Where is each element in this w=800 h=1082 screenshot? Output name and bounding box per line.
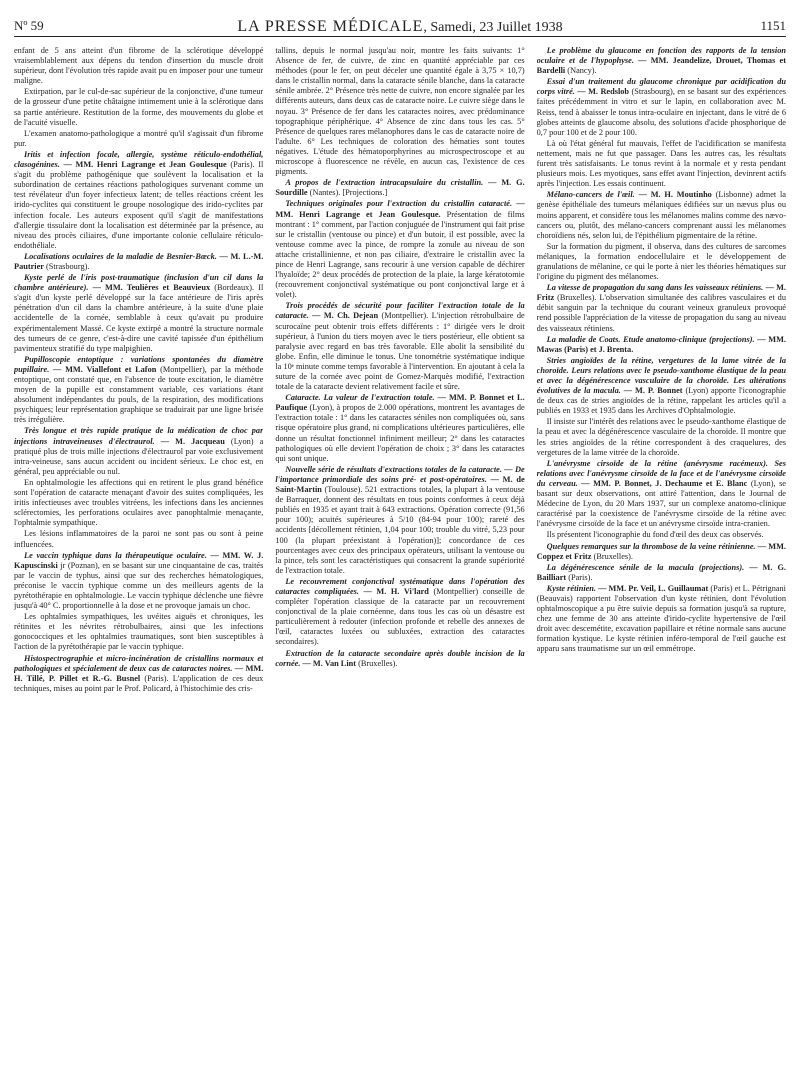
- abstract-title: Kyste perlé de l'iris post-traumatique (inclusion d'un cil dans la chambre antérieure).: [14, 273, 264, 293]
- abstract-body: (Lyon), se basant sur deux observations, ont attiré l'attention, dans le Journal de Médecine de Lyon, du 20 Mars 1937, sur un complexe anatomo-clinique caractérisé par la coexistence de l'anévrysme cirsoïde de la rétine avec l'anévrysme cirsoïde de la face et un anévrysme cirsoïde intra-cranien.: [536, 478, 786, 529]
- abstract-authors: — MM. Mawas (Paris) et J. Brenta.: [536, 334, 786, 354]
- paragraph: En ophtalmologie les affections qui en retirent le plus grand bénéfice sont l'opération de cataracte menaçant d'avoir des suites compliquées, les iritis infectieuses avec troubles vitréens, les infections dans les anciennes sclérectomies, les perforations oculaires avec panophtalmie menaçante, l'ophtalmie sympathique.: [14, 477, 264, 528]
- abstract-body: (Lyon) a pratiqué plus de trois mille injections d'électraurol par voie exclusivement intra-veineuse, sans aucun accident ou incident sérieux. Le choc est, en général, peu appréciable ou nul.: [14, 436, 264, 476]
- abstract-entry: [537, 542, 786, 562]
- abstract-body: (Paris).: [566, 572, 593, 582]
- abstract-title: Cataracte. La valeur de l'extraction totale.: [285, 393, 435, 403]
- abstract-entry: [14, 355, 263, 426]
- abstract-title: Le vaccin typhique dans la thérapeutique oculaire.: [24, 550, 207, 560]
- abstract-body: (Nancy).: [565, 66, 597, 76]
- abstract-authors: — M. Van Lint: [300, 658, 357, 668]
- abstract-authors: — MM. Jeandelize, Drouet, Thomas et Bardelli: [536, 56, 786, 76]
- abstract-title: Techniques originales pour l'extraction du cristallin cataracté.: [285, 199, 513, 209]
- column-2: [275, 46, 524, 1076]
- abstract-title: Localisations oculaires de la maladie de Besnier-Bœck.: [24, 251, 217, 261]
- abstract-title: Iritis et infection focale, allergie, système réticulo-endothélial, clasogénines.: [14, 149, 264, 170]
- abstract-body: (Strasbourg).: [43, 261, 90, 271]
- abstract-title: L'anévrysme cirsoïde de la rétine (anévrysme racémeux). Ses relations avec l'anévrysme cirsoïde de la face et de l'anévrysme cirsoïde du cerveau.: [536, 458, 786, 488]
- abstract-entry: [14, 252, 263, 272]
- abstract-authors: — MM. W. J. Kapuscinski: [14, 550, 264, 570]
- abstract-entry: [275, 301, 524, 392]
- abstract-authors: — MM. P. Bonnet, J. Dechaume et E. Blanc: [577, 478, 748, 488]
- header-rule: [14, 36, 786, 37]
- abstract-body: (Nantes). [Projections.]: [307, 188, 388, 198]
- abstract-authors: — M. P. Bonnet: [620, 386, 683, 396]
- abstract-title: La dégénérescence sénile de la macula (projections).: [546, 562, 745, 572]
- abstract-authors: — M. Fritz: [536, 283, 786, 303]
- paragraph: Sur la formation du pigment, il observa, dans des cultures de sarcomes mélaniques, la formation endocellulaire et le développement de granulations de mélanine, ce qui le porte à nier les théories hématiques sur l'origine du pigment des mélanomes.: [536, 241, 786, 282]
- abstract-body: (Paris). L'application de ces deux techniques, mises au point par le Prof. Policard, à l'histochimie des cris-: [14, 673, 264, 693]
- abstract-entry: [275, 577, 524, 648]
- paragraph: Il insiste sur l'intérêt des relations avec le pseudo-xanthome élastique de la peau et avec la dégénérescence vasculaire de la choroïde. Il montre que les stries angioïdes de la rétine correspondent à des craquelures, des vergetures de la lame vitrée de la choroïde.: [536, 417, 786, 457]
- abstract-entry: [537, 77, 786, 138]
- abstract-authors: — M. de Saint-Martin: [275, 474, 525, 495]
- abstract-entry: [275, 199, 524, 300]
- abstract-entry: [537, 283, 786, 333]
- abstract-title: Trois procédés de sécurité pour faciliter l'extraction totale de la cataracte.: [275, 301, 525, 321]
- abstract-title: Mélano-cancers de l'œil.: [546, 190, 635, 200]
- abstract-title: Stries angioïdes de la rétine, vergetures de la lame vitrée de la choroïde. Leurs relations avec le pseudo-xanthome élastique de la peau et avec la dégénérescence vasculaire de la choroïde. Les altérations évolutives de la macula.: [536, 355, 786, 396]
- journal-title: LA PRESSE MÉDICALE: [237, 18, 424, 35]
- column-1: [14, 46, 263, 1076]
- abstract-authors: — MM. P. Bonnet et L. Paufique: [275, 393, 525, 413]
- abstract-body: (Lyon), à propos de 2.000 opérations, montrent les avantages de l'extraction totale : 1° dans les cataractes séniles non compliquées où, sans risque opératoire plus grand, ni complications ultérieures particulières, elle donne un résultat fonctionnel infiniment meilleur; 2° dans les cataractes pathologiques où elle devient l'opération de choix ; 3° dans les cataractes qui sont unique.: [275, 403, 525, 463]
- abstract-entry: [537, 190, 786, 240]
- abstract-title: Essai d'un traitement du glaucome chronique par acidification du corps vitré.: [536, 77, 786, 97]
- abstract-body: (Paris). Il s'agit du problème pathogénique que soulèvent la localisation et la subordination de certaines réactions pathologiques survenant comme un test révélateur d'un foyer infectieux latent; de telles réactions créent les irido-cyclites qui constituent le groupe nosologique des irido-cyclites par infection focale. Les auteurs exposent qu'il s'agit de manifestations d'allergie tissulaire dont la localisation est déterminée par la présence, au niveau des procès ciliaires, d'une importante colonie cellulaire réticulo-endothéliale.: [14, 160, 264, 250]
- abstract-authors: — M. Ch. Dejean: [308, 311, 379, 321]
- paragraph: Ils présentent l'iconographie du fond d'œil des deux cas observés.: [546, 530, 764, 540]
- abstract-entry: [14, 654, 263, 694]
- paragraph: Extirpation, par le cul-de-sac supérieur de la conjonctive, d'une tumeur de la grosseur d'une petite châtaigne intimement unie à la sclérotique dans sa partie antérieure. Restitution de la forme, des mouvements du globe et de l'acuité visuelle.: [14, 87, 264, 127]
- abstract-authors: — M. L.-M. Pautrier: [14, 251, 264, 271]
- abstract-body: (Bordeaux). Il s'agit d'un kyste perlé développé sur la face antérieure de l'iris après pénétration d'un cil dans la chambre antérieure, à la suite d'une plaie accidentelle de la cornée, semblable à ceux qu'avait pu produire expérimentalement Massé. Ce kyste extirpé a montré la structure normale des tumeurs de ce genre, c'est-à-dire une cavité tapissée d'un épithélium pavimenteux stratifié du type malpighien.: [14, 283, 264, 353]
- abstract-entry: [537, 335, 786, 355]
- abstract-body: (Toulouse). 521 extractions totales, la plupart à la ventouse de Barraquer, donnent des résultats en tous points conformes à ceux déjà publiés en 1935 et ayant trait à 643 extractions. Opération correcte (91,56 pour 100); acuités supérieures à 5/10 (84-94 pour 100); rareté des accidents [décollement rétinien, 1,04 pour 100; trouble du vitré, 5,23 pour 100 (la plupart préexistant à l'opération)]; concordance de ces pourcentages avec ceux des principaux opérateurs, utilisant la ventouse ou la pince, tels sont les caractéristiques qui consacrent la grande supériorité de l'extraction totale.: [275, 485, 525, 575]
- abstract-body: jr (Poznan), en se basant sur une cinquantaine de cas, traités par le vaccin de typhus, ainsi que sur des recherches hématologiques, préconise le vaccin typhique comme un des meilleurs agents de la pyrétothérapie en ophtalmologie. Le vaccin typhique déclenche une fièvre jusqu'à 40° C. proportionnelle à la dose et ne provoque jamais un choc.: [14, 560, 264, 611]
- abstract-authors: — MM. Pr. Veil, L. Guillaumat: [596, 583, 709, 593]
- abstract-authors: — MM. H. Tillé, P. Pillet et R.-G. Busnel: [14, 663, 264, 683]
- abstract-title: A propos de l'extraction intracapsulaire du cristallin.: [285, 178, 484, 188]
- abstract-authors: — M. H. Moutinho: [634, 190, 712, 200]
- issue-number: Nº 59: [14, 18, 44, 33]
- abstract-entry: [275, 649, 524, 669]
- abstract-body: (Bruxelles).: [356, 658, 398, 668]
- abstract-entry: [537, 356, 786, 417]
- abstract-entry: [275, 393, 524, 464]
- paragraph: Les lésions inflammatoires de la paroi ne sont pas ou sont à peine influencées.: [14, 529, 264, 549]
- abstract-authors: — M. G. Bailliart: [536, 562, 786, 582]
- abstract-entry: [275, 178, 524, 198]
- abstract-title: Nouvelle série de résultats d'extractions totales de la cataracte. — De l'importance primordiale des soins pré- et post-opératoires.: [275, 464, 525, 484]
- abstract-authors: — MM. Coppez et Fritz: [536, 541, 786, 561]
- abstract-body: (Strasbourg), en se basant sur des expériences faites précédemment in vitro et sur le lapin, en collaboration avec M. Reiss, tend à abaisser le tonus intra-oculaire en injectant, dans le vitré de 6 globes atteints de glaucome absolu, des solutions d'acide phosphorique de 0,7 pour 100 et de 2 pour 100.: [536, 87, 786, 137]
- abstract-entry: [14, 150, 263, 251]
- paragraph: Là où l'état général fut mauvais, l'effet de l'acidification se manifesta nettement, mais ne fut que passager. Dans les autres cas, les résultats furent très satisfaisants. Le tonus revint à la normale et y resta pendant plusieurs mois. Les myotiques, sans effet avant l'injection, devinrent actifs après l'injection. Les essais continuent.: [536, 138, 786, 189]
- abstract-body: (Montpellier), par la méthode entoptique, ont constaté que, en l'absence de toute excitation, le diamètre moyen de la pupille est constamment variable, ces variations étant absolument indépendantes du pouls, de la respiration, des modifications psychiques; leur représentation graphique se traduirait par une ligne brisée très irrégulière.: [14, 364, 264, 425]
- abstract-title: La vitesse de propagation du sang dans les vaisseaux rétiniens.: [546, 283, 764, 293]
- masthead: [14, 18, 786, 36]
- abstract-title: Quelques remarques sur la thrombose de la veine rétinienne.: [546, 541, 756, 551]
- abstract-body: (Montpellier). L'injection rétrobulbaire de scurocaïne peut obtenir trois effets différents : 1° dirigée vers le droit supérieur, à l'union du tiers moyen avec le tiers postérieur, elle obtient sa paralysie avec regard en bas très favorable. Elle abolit la sensibilité du globe. Enfin, elle diminue le tonus. Une tonométrie systématique indique la 10ᵉ minute comme temps favorable à l'intervention. En ajoutant à cela la suture de la cornée avec point de Gomez-Marquès modifié, l'extraction totale de la cataracte devient relativement facile et sûre.: [275, 311, 525, 392]
- article-columns: [14, 46, 786, 1076]
- abstract-entry: [537, 563, 786, 583]
- abstract-entry: [275, 465, 524, 576]
- paragraph: L'examen anatomo-pathologique a montré qu'il s'agissait d'un fibrome pur.: [14, 128, 264, 148]
- abstract-authors: — M. G. Sourdille: [275, 178, 525, 198]
- abstract-title: Extraction de la cataracte secondaire après double incision de la cornée.: [275, 648, 525, 668]
- abstract-authors: — M. Jacqueau: [154, 436, 225, 446]
- paragraph: tallins, depuis le normal jusqu'au noir, montre les faits suivants: 1° Absence de fer, de cuivre, de zinc en quantité appréciable par ces méthodes (pour le fer, on peut déceler une quantité égale à 3,75 × 10,7) dans le cristallin normal, dans la cataracte sénile blanche, dans la cataracte sénile ambrée. 2° Présence très nette de cuivre, non encore signalée par les différents auteurs, dans deux cas de cataracte noire. Le cuivre siège dans le noyau. 3° Présence de fer dans les cataractes noires, avec prédominance topographique périphérique. 4° Absence de zinc dans tous les cas. 5° Présence de quelques rares mélanophores dans le cas de cataracte noire de l'adulte. 6° Les techniques de coloration des hématies sont toutes négatives. L'étude des hématoporphyrines au microspectroscope et au microscope à fluorescence ne révèle, en aucun cas, l'existence de ces pigments.: [275, 46, 525, 177]
- abstract-body: (Lyon) apporte l'iconographie de deux cas de stries angioïdes de la rétine, rappelant les articles qu'il a publiés en 1933 et 1935 dans les Archives d'Ophtalmologie.: [536, 386, 786, 416]
- abstract-authors: — MM. Teulières et Beauvieux: [88, 283, 211, 293]
- abstract-title: Le recouvrement conjonctival systématique dans l'opération des cataractes compliquées.: [275, 576, 525, 596]
- abstract-authors: — MM. Viallefont et Lafon: [49, 364, 157, 374]
- paragraph: Les ophtalmies sympathiques, les uvéites aiguës et chroniques, les rétinites et les névrites rétrobulbaires, ainsi que les infections gonococciques et les ophtalmies traumatiques, sont bien susceptibles à l'action de la pyrétothérapie par le vaccin typhique.: [14, 612, 264, 652]
- issue-date: , Samedi, 23 Juillet 1938: [423, 20, 563, 35]
- abstract-title: Histospectrographie et micro-incinération de cristallins normaux et pathologiques et spécialement de deux cas de cataractes noires.: [14, 653, 264, 673]
- abstract-authors: — MM. Henri Lagrange et Jean Goulesque.: [275, 199, 525, 219]
- abstract-authors: — M. H. Vi'lard: [358, 586, 429, 596]
- abstract-body: (Bruxelles). L'observation simultanée des calibres vasculaires et du débit sanguin par la technique du courant veineux granuleux provoqué rend possible l'appréciation de la vitesse de propagation du sang au niveau des vaisseaux rétiniens.: [536, 293, 786, 333]
- abstract-entry: [537, 459, 786, 530]
- abstract-authors: — MM. Henri Lagrange et Jean Goulesque: [59, 160, 227, 170]
- abstract-entry: [14, 273, 263, 354]
- abstract-entry: [537, 584, 786, 655]
- abstract-authors: — M. Redslob: [574, 87, 630, 97]
- abstract-title: La maladie de Coats. Etude anatomo-clinique (projections).: [546, 334, 755, 344]
- paragraph: enfant de 5 ans atteint d'un fibrome de la sclérotique développé vraisemblablement aux dépens du tendon d'insertion du muscle droit supérieur, dont l'évolution très rapide avait pu en imposer pour une tumeur maligne.: [14, 46, 264, 86]
- abstract-body: (Montpellier) conseille de compléter l'opération classique de la cataracte par un recouvrement conjonctival de la plaie cornéenne, dans tous les cas où un désastre est particulièrement à redouter (infection profonde et rebelle des annexes de l'œil, cataractes luxées ou subluxées, extraction des cataractes secondaires).: [275, 586, 525, 647]
- abstract-entry: [537, 46, 786, 76]
- abstract-body: (Bruxelles).: [591, 551, 633, 561]
- abstract-title: Très longue et très rapide pratique de la médication de choc par injections intraveineuses d'électraurol.: [14, 426, 264, 446]
- abstract-body: (Paris) et L. Pétrignani (Beauvais) rapportent l'observation d'un kyste rétinien, dont l'évolution ophtalmoscopique a pu être suivie depuis sa formation jusqu'à sa rupture, chez une femme de 30 ans atteinte d'irido-cyclite hypertensive de l'œil droit avec descemétite, excavation papillaire et rétine normale sans aucune formation kystique. Le kyste rétinien inféro-temporal de l'œil gauche est apparu sans traumatisme sur un œil emmétrope.: [536, 583, 786, 654]
- abstract-body: Présentation de films montrant : 1° comment, par l'action conjuguée de l'instrument qui fait prise sur le cristallin (ventouse ou pince) et d'un butoir, il est possible, avec la ventouse comme avec la pince, de rompre la zonule au niveau de son attache cristallinienne, et non pas ciliaire, d'extraire le cristallin avec la pince de Henri Lagrange, sans recourir à une version capable de déchirer l'hyaloïde; 2° deux procédés de protection de la plaie, la large kératotomie (recouvrement conjonctival systématique ou pont conjonctival large et à volet).: [275, 209, 525, 300]
- page-number: 1151: [760, 18, 786, 33]
- abstract-title: Kyste rétinien.: [546, 583, 596, 593]
- abstract-title: Pupilloscopie entoptique : variations spontanées du diamètre pupillaire.: [14, 354, 264, 374]
- abstract-body: (Lisbonne) admet la genèse épithéliale des tumeurs mélaniques édifiées sur un nævus plus ou moins apparent, et considère tous les mélanomes malins comme des nævo-cancers ou, plutôt, des mélano-cancers comprenant aussi les mélanomes choroïdiens nés, selon lui, de l'épithélium pigmentaire de la rétine.: [536, 190, 786, 240]
- abstract-entry: [14, 551, 263, 612]
- abstract-title: Le problème du glaucome en fonction des rapports de la tension oculaire et de l'hypophyse.: [536, 46, 786, 66]
- column-3: [537, 46, 786, 1076]
- abstract-entry: [14, 426, 263, 476]
